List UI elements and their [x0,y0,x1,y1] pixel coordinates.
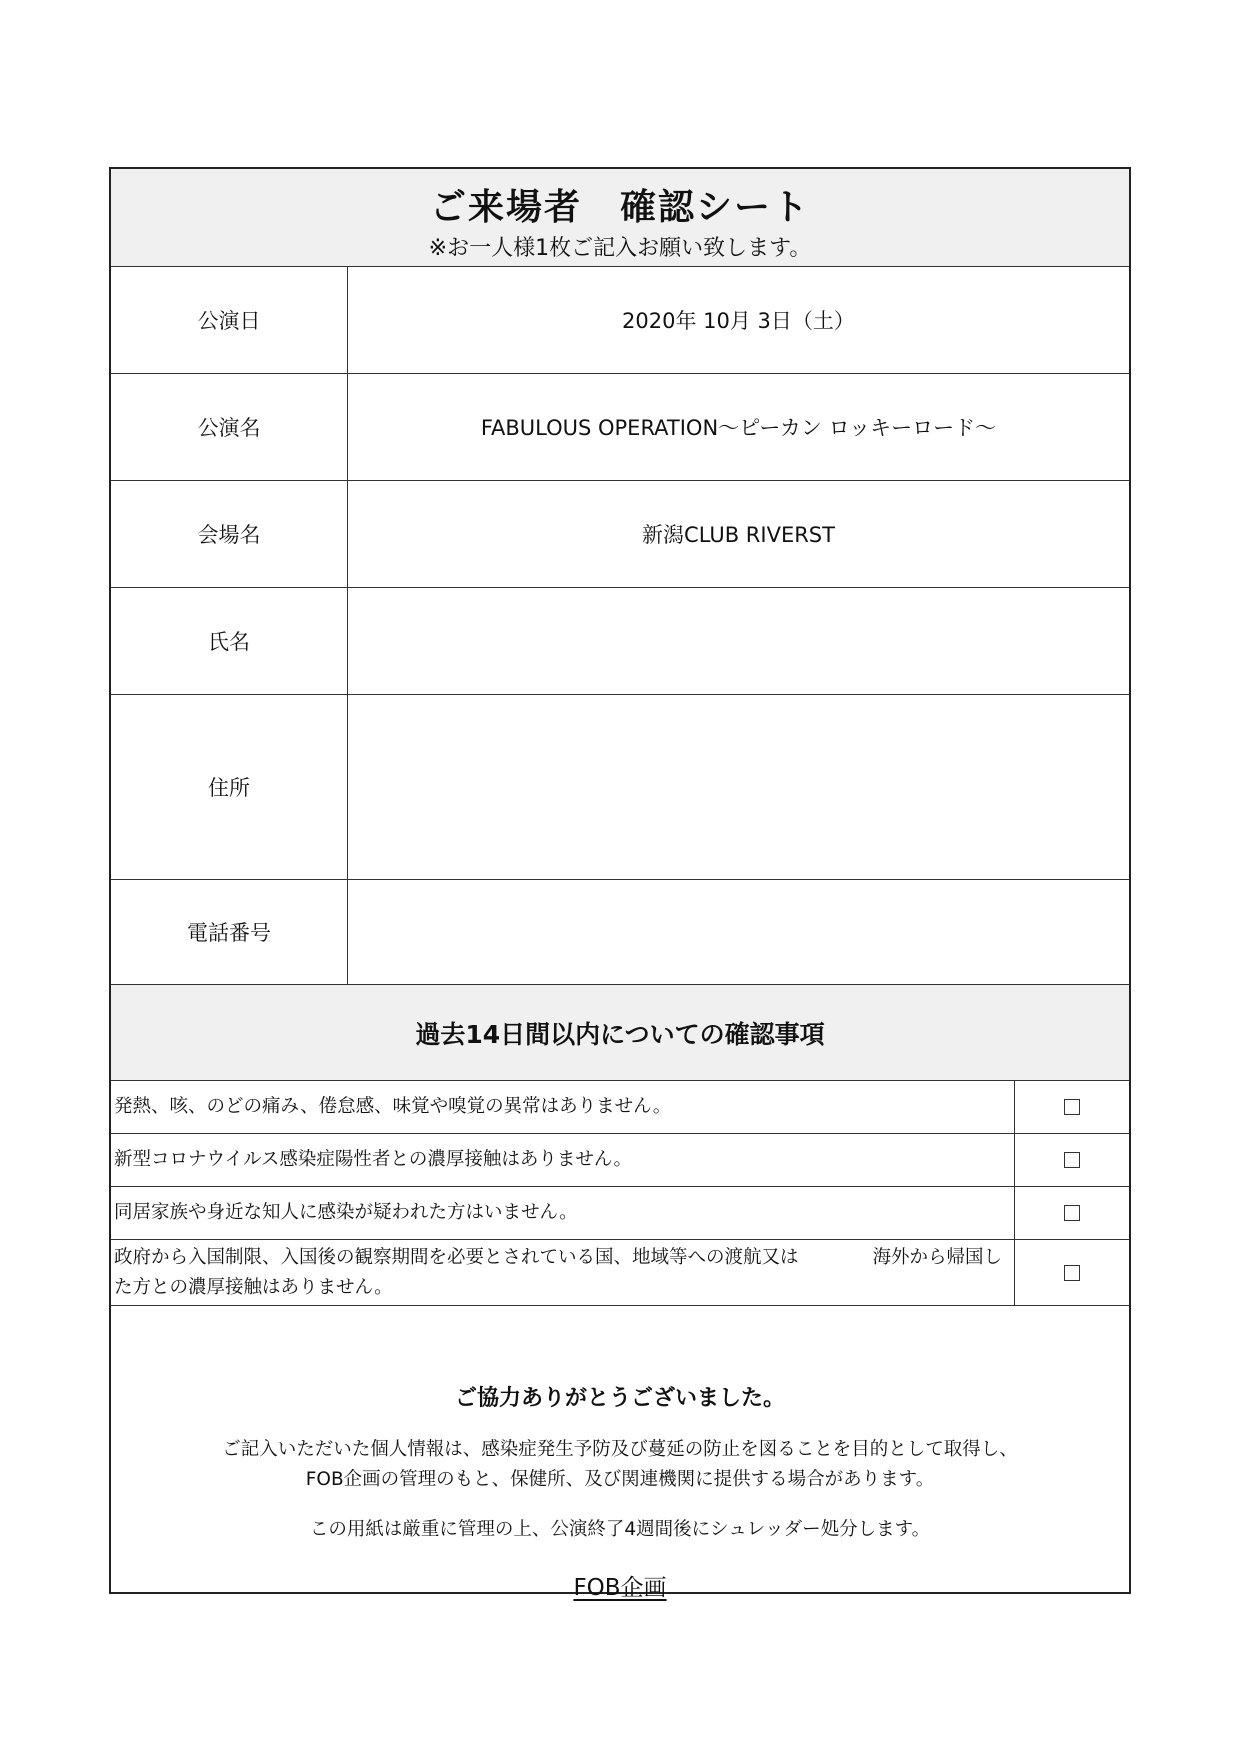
sheet-title: ご来場者 確認シート [429,187,810,228]
phone-field[interactable] [348,880,1129,984]
field-label-performance: 公演名 [111,374,348,480]
field-row-date [111,267,1129,374]
sheet-subtitle: ※お一人様1枚ご記入お願い致します。 [428,236,812,261]
checkbox[interactable] [1064,1152,1080,1168]
field-value-venue: 新潟CLUB RIVERST [642,523,835,547]
field-label-name: 氏名 [111,588,348,694]
disposal-notice: この用紙は厳重に管理の上、公演終了4週間後にシュレッダー処分します。 [309,1519,931,1540]
checkbox[interactable] [1064,1205,1080,1221]
confirmation-sheet [109,167,1131,1601]
sheet-header [111,169,1129,267]
checklist-item [111,1081,1129,1134]
checklist-checkbox-cell [1014,1134,1129,1186]
checklist-item-text: 政府から入国制限、入国後の観察期間を必要とされている国、地域等への渡航又は 海外から帰国した方との濃厚接触はありません。 [114,1246,1003,1298]
checklist-item [111,1240,1129,1306]
field-value-date: 2020年 10月 3日（土） [622,309,855,333]
checklist-item [111,1187,1129,1240]
checklist-title: 過去14日間以内についての確認事項 [111,985,1129,1081]
field-label-date: 公演日 [111,267,348,373]
field-row-name [111,588,1129,695]
checklist-checkbox-cell [1014,1240,1129,1305]
organizer-name: FOB企画 [573,1575,667,1601]
checkbox[interactable] [1064,1265,1080,1281]
field-row-address [111,695,1129,880]
privacy-line-2: FOB企画の管理のもと、保健所、及び関連機関に提供する場合があります。 [305,1469,935,1490]
checklist-checkbox-cell [1014,1187,1129,1239]
checklist-item [111,1134,1129,1187]
field-row-phone [111,880,1129,985]
privacy-notice [111,1435,1129,1495]
name-field[interactable] [348,588,1129,694]
field-label-address: 住所 [111,695,348,879]
checklist-item-text: 新型コロナウイルス感染症陽性者との濃厚接触はありません。 [114,1149,633,1170]
checklist-item-text: 発熱、咳、のどの痛み、倦怠感、味覚や嗅覚の異常はありません。 [114,1096,672,1117]
thanks-message: ご協力ありがとうございました。 [454,1386,785,1411]
checklist-item-text: 同居家族や身近な知人に感染が疑われた方はいません。 [114,1202,578,1223]
field-label-phone: 電話番号 [111,880,348,984]
field-row-venue [111,481,1129,588]
field-row-performance [111,374,1129,481]
field-label-venue: 会場名 [111,481,348,587]
address-field[interactable] [348,695,1129,879]
checklist-checkbox-cell [1014,1081,1129,1133]
privacy-line-1: ご記入いただいた個人情報は、感染症発生予防及び蔓延の防止を図ることを目的として取得し、 [222,1439,1018,1460]
field-value-performance: FABULOUS OPERATION〜ピーカン ロッキーロード〜 [480,416,997,440]
sheet-footer [111,1339,1129,1601]
checkbox[interactable] [1064,1099,1080,1115]
